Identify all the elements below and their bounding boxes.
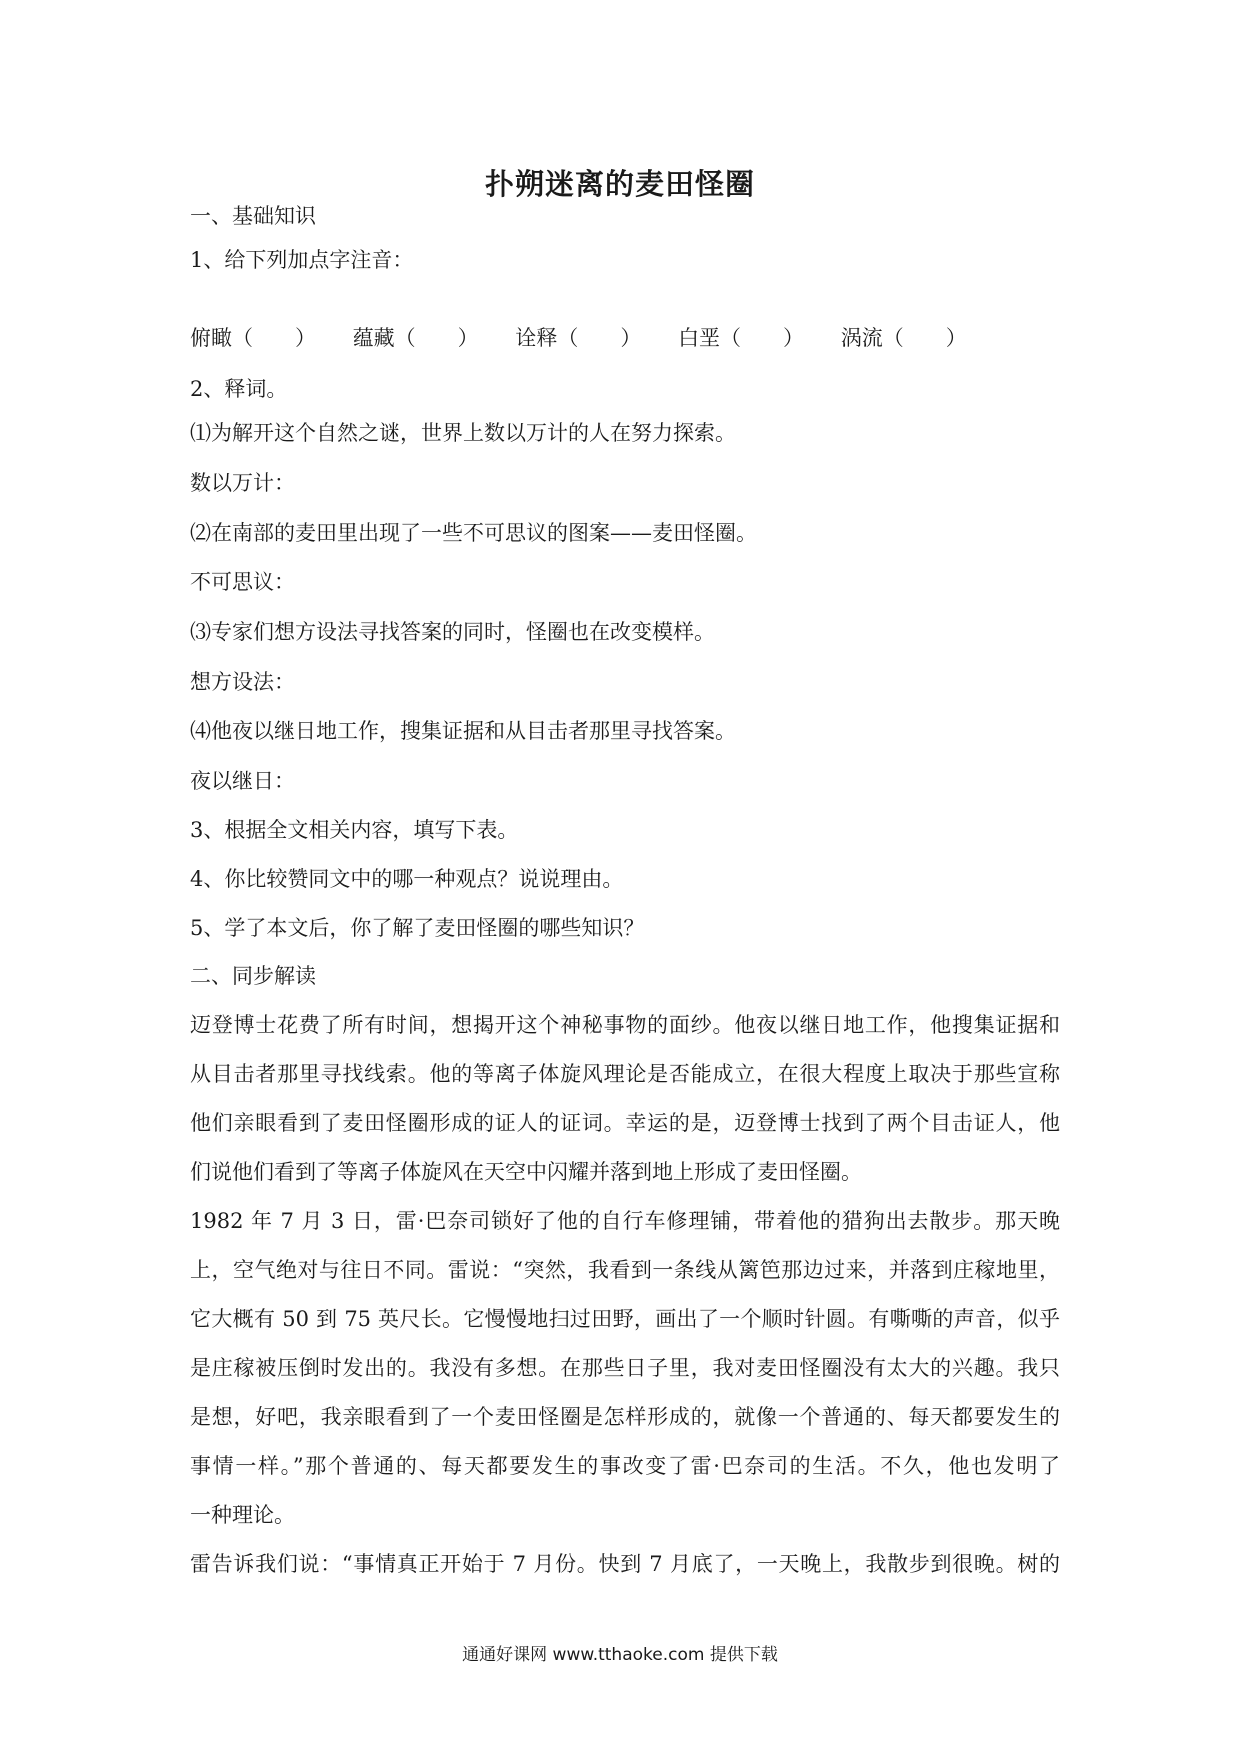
section-heading-basics: 一、基础知识 [190,204,316,228]
paragraph-3-line: 雷告诉我们说：“事情真正开始于 7 月份。快到 7 月底了，一天晚上，我散步到很晚。树的 [190,1552,1060,1576]
paragraph-2-line: 是庄稼被压倒时发出的。我没有多想。在那些日子里，我对麦田怪圈没有太大的兴趣。我只 [190,1356,1060,1380]
question-2-item-2: ⑵在南部的麦田里出现了一些不可思议的图案——麦田怪圈。 [190,521,757,545]
pinyin-item: 俯瞰（ ） [190,326,316,350]
paragraph-2-line: 1982 年 7 月 3 日，雷·巴奈司锁好了他的自行车修理铺，带着他的猎狗出去散步。那天晚 [190,1209,1060,1233]
paragraph-2-line: 是想，好吧，我亲眼看到了一个麦田怪圈是怎样形成的，就像一个普通的、每天都要发生的 [190,1405,1060,1429]
question-2-item-1: ⑴为解开这个自然之谜，世界上数以万计的人在努力探索。 [190,421,736,445]
page-title: 扑朔迷离的麦田怪圈 [484,167,755,201]
paragraph-2-line: 事情一样。”那个普通的、每天都要发生的事改变了雷·巴奈司的生活。不久，他也发明了 [190,1454,1060,1478]
pinyin-item: 涡流（ ） [840,326,967,350]
question-2-term-4: 夜以继日： [190,769,295,793]
paragraph-1-line: 们说他们看到了等离子体旋风在天空中闪耀并落到地上形成了麦田怪圈。 [190,1160,862,1184]
paragraph-1-line: 他们亲眼看到了麦田怪圈形成的证人的证词。幸运的是，迈登博士找到了两个目击证人，他 [190,1111,1060,1135]
question-2-term-2: 不可思议： [190,570,295,594]
question-2: 2、释词。 [190,377,288,401]
question-1: 1、给下列加点字注音： [190,248,414,272]
pinyin-row [190,323,970,353]
pinyin-item: 白垩（ ） [678,326,805,350]
pinyin-item: 蕴藏（ ） [352,326,479,350]
question-2-term-3: 想方设法： [190,670,295,694]
section-heading-reading: 二、同步解读 [190,964,316,988]
question-2-item-4: ⑷他夜以继日地工作，搜集证据和从目击者那里寻找答案。 [190,719,736,743]
pinyin-item: 诠释（ ） [515,326,642,350]
question-4: 4、你比较赞同文中的哪一种观点？说说理由。 [190,867,624,891]
question-3: 3、根据全文相关内容，填写下表。 [190,818,519,842]
page-footer: 通通好课网 www.tthaoke.com 提供下载 [462,1645,778,1665]
paragraph-2-line: 它大概有 50 到 75 英尺长。它慢慢地扫过田野，画出了一个顺时针圆。有嘶嘶的声音，似乎 [190,1307,1060,1331]
paragraph-2-line: 一种理论。 [190,1503,295,1527]
paragraph-1-line: 迈登博士花费了所有时间，想揭开这个神秘事物的面纱。他夜以继日地工作，他搜集证据和 [190,1013,1060,1037]
question-5: 5、学了本文后，你了解了麦田怪圈的哪些知识？ [190,916,645,940]
question-2-term-1: 数以万计： [190,471,295,495]
question-2-item-3: ⑶专家们想方设法寻找答案的同时，怪圈也在改变模样。 [190,620,715,644]
paragraph-1-line: 从目击者那里寻找线索。他的等离子体旋风理论是否能成立，在很大程度上取决于那些宣称 [190,1062,1060,1086]
paragraph-2-line: 上，空气绝对与往日不同。雷说：“突然，我看到一条线从篱笆那边过来，并落到庄稼地里， [190,1258,1060,1282]
